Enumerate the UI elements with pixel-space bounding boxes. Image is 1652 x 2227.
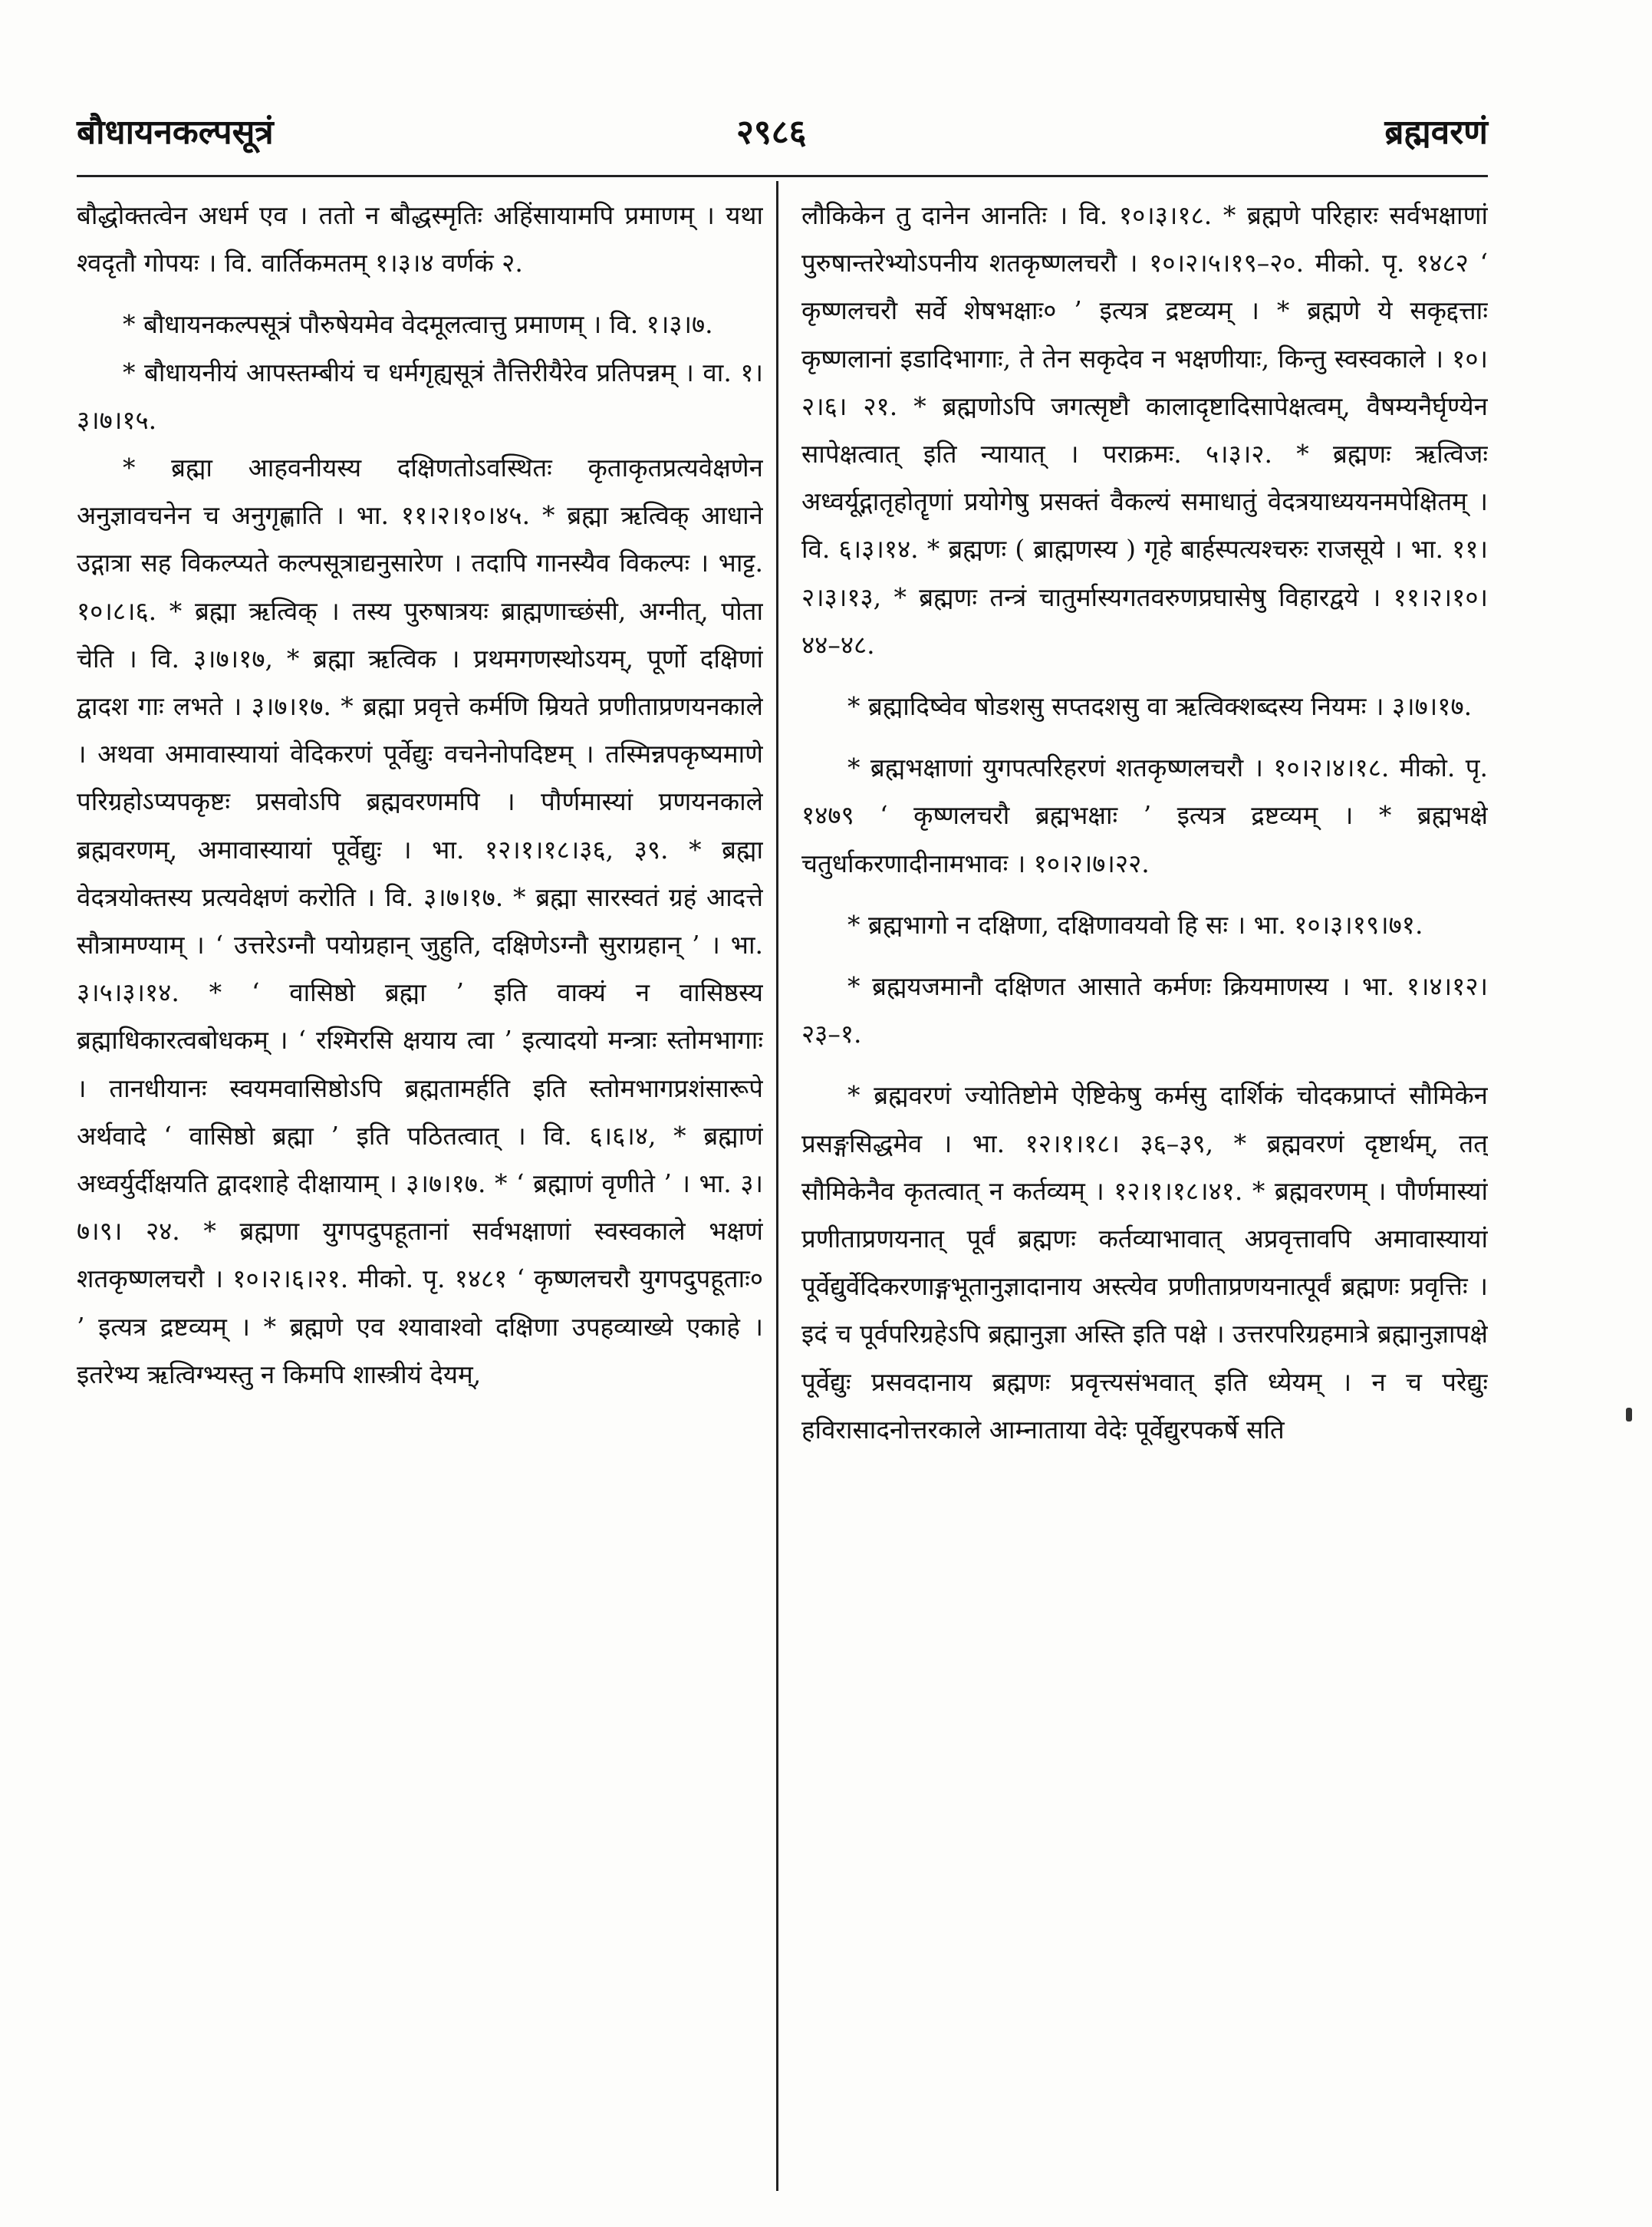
margin-mark xyxy=(1626,1408,1632,1422)
paragraph: * ब्रह्मभागो न दक्षिणा, दक्षिणावयवो हि सः । भा. १०।३।१९।७१. xyxy=(847,909,1423,940)
header-rule xyxy=(77,175,1488,177)
paragraph: बौद्धोक्तत्वेन अधर्म एव । ततो न बौद्धस्मृतिः अहिंसायामपि प्रमाणम् । यथा श्वदृतौ गोपयः । वि. वार्तिकमतम् १।३।४ वर्णकं २. xyxy=(77,200,763,278)
page-number: २९८६ xyxy=(736,113,807,152)
header-entry-title: ब्रह्मवरणं xyxy=(1384,113,1488,152)
left-column xyxy=(77,192,763,2202)
running-header xyxy=(77,107,1488,169)
paragraph: * बौधायनकल्पसूत्रं पौरुषेयमेव वेदमूलत्वात्तु प्रमाणम् । वि. १।३।७. xyxy=(123,309,713,340)
header-book-title: बौधायनकल्पसूत्रं xyxy=(77,113,274,152)
paragraph: * ब्रह्मवरणं ज्योतिष्टोमे ऐष्टिकेषु कर्मसु दार्शिकं चोदकप्राप्तं सौमिकेन प्रसङ्गसिद्धमेव । भा. १२।१।१८। ३६–३९, * ब्रह्मवरणं दृष्टार्थम्, तत् सौमिकेनैव कृतत्वात् न कर्तव्यम् । १२।१।१८।४१. * ब्रह्मवरणम् । पौर्णमास्यां प्रणीताप्रणयनात् पूर्वं ब्रह्मणः कर्तव्याभावात् अप्रवृत्तावपि अमावास्यायां पूर्वेद्युर्वेदिकरणाङ्गभूतानुज्ञादानाय अस्त्येव प्रणीताप्रणयनात्पूर्वं ब्रह्मणः प्रवृत्तिः । इदं च पूर्वपरिग्रहेऽपि ब्रह्मानुज्ञा अस्ति इति पक्षे । उत्तरपरिग्रहमात्रे ब्रह्मानुज्ञापक्षे पूर्वेद्युः प्रसवदानाय ब्रह्मणः प्रवृत्त्यसंभवात् इति ध्येयम् । न च परेद्युः हविरासादनोत्तरकाले आम्नाताया वेदेः पूर्वेद्युरपकर्षे सति xyxy=(801,1080,1488,1445)
paragraph: * ब्रह्मभक्षाणां युगपत्परिहरणं शतकृष्णलचरौ । १०।२।४।१८. मीको. पृ. १४७९ ‘ कृष्णलचरौ ब्रह्मभक्षाः ’ इत्यत्र द्रष्टव्यम् । * ब्रह्मभक्षे चतुर्धाकरणादीनामभावः । १०।२।७।२२. xyxy=(801,753,1488,878)
paragraph: * ब्रह्मयजमानौ दक्षिणत आसाते कर्मणः क्रियमाणस्य । भा. १।४।१२।२३–१. xyxy=(801,971,1488,1049)
right-column xyxy=(801,192,1488,2202)
paragraph: * ब्रह्मादिष्वेव षोडशसु सप्तदशसु वा ऋत्विक्शब्दस्य नियमः । ३।७।१७. xyxy=(847,691,1473,722)
column-divider xyxy=(776,181,778,2191)
paragraph: * ब्रह्मा आहवनीयस्य दक्षिणतोऽवस्थितः कृताकृतप्रत्यवेक्षणेन अनुज्ञावचनेन च अनुगृह्णाति । भा. ११।२।१०।४५. * ब्रह्मा ऋत्विक् आधाने उद्गात्रा सह विकल्प्यते कल्पसूत्राद्यनुसारेण । तदापि गानस्यैव विकल्पः । भाट्ट. १०।८।६. * ब्रह्मा ऋत्विक् । तस्य पुरुषात्रयः ब्राह्मणाच्छंसी, अग्नीत्, पोता चेति । वि. ३।७।१७, * ब्रह्मा ऋत्विक । प्रथमगणस्थोऽयम्, पूर्णो दक्षिणां द्वादश गाः लभते । ३।७।१७. * ब्रह्मा प्रवृत्ते कर्मणि म्रियते प्रणीताप्रणयनकाले । अथवा अमावास्यायां वेदिकरणं पूर्वेद्युः वचनेनोपदिष्टम् । तस्मिन्नपकृष्यमाणे परिग्रहोऽप्यपकृष्टः प्रसवोऽपि ब्रह्मवरणमपि । पौर्णमास्यां प्रणयनकाले ब्रह्मवरणम्, अमावास्यायां पूर्वेद्युः । भा. १२।१।१८।३६, ३९. * ब्रह्मा वेदत्रयोक्तस्य प्रत्यवेक्षणं करोति । वि. ३।७।१७. * ब्रह्मा सारस्वतं ग्रहं आदत्ते सौत्रामण्याम् । ‘ उत्तरेऽग्नौ पयोग्रहान् जुहुति, दक्षिणेऽग्नौ सुराग्रहान् ’ । भा. ३।५।३।१४. * ‘ वासिष्ठो ब्रह्मा ’ इति वाक्यं न वासिष्ठस्य ब्रह्माधिकारत्वबोधकम् । ‘ रश्मिरसि क्षयाय त्वा ’ इत्यादयो मन्त्राः स्तोमभागाः । तानधीयानः स्वयमवासिष्ठोऽपि ब्रह्मतामर्हति इति स्तोमभागप्रशंसारूपे अर्थवादे ‘ वासिष्ठो ब्रह्मा ’ इति पठितत्वात् । वि. ६।६।४, * ब्रह्माणं अध्वर्युर्दीक्षयति द्वादशाहे दीक्षायाम् । ३।७।१७. * ‘ ब्रह्माणं वृणीते ’ । भा. ३।७।९। २४. * ब्रह्मणा युगपदुपहूतानां सर्वभक्षाणां स्वस्वकाले भक्षणं शतकृष्णलचरौ । १०।२।६।२१. मीको. पृ. १४८१ ‘ कृष्णलचरौ युगपदुपहूताः० ’ इत्यत्र द्रष्टव्यम् । * ब्रह्मणे एव श्यावाश्वो दक्षिणा उपहव्याख्ये एकाहे । इतरेभ्य ऋत्विग्भ्यस्तु न किमपि शास्त्रीयं देयम्, xyxy=(77,453,763,1389)
paragraph: * बौधायनीयं आपस्तम्बीयं च धर्मगृह्यसूत्रं तैत्तिरीयैरेव प्रतिपन्नम् । वा. १।३।७।१५. xyxy=(77,357,763,435)
paragraph: लौकिकेन तु दानेन आनतिः । वि. १०।३।१८. * ब्रह्मणे परिहारः सर्वभक्षाणां पुरुषान्तरेभ्योऽपनीय शतकृष्णलचरौ । १०।२।५।१९–२०. मीको. पृ. १४८२ ‘ कृष्णलचरौ सर्वे शेषभक्षाः० ’ इत्यत्र द्रष्टव्यम् । * ब्रह्मणे ये सकृद्दत्ताः कृष्णलानां इडादिभागाः, ते तेन सकृदेव न भक्षणीयाः, किन्तु स्वस्वकाले । १०।२।६। २१. * ब्रह्मणोऽपि जगत्सृष्टौ कालादृष्टादिसापेक्षत्वम्, वैषम्यनैर्घृण्येन सापेक्षत्वात् इति न्यायात् । पराक्रमः. ५।३।२. * ब्रह्मणः ऋत्विजः अध्वर्यूद्गातृहोतॄणां प्रयोगेषु प्रसक्तं वैकल्यं समाधातुं वेदत्रयाध्ययनमपेक्षितम् । वि. ६।३।१४. * ब्रह्मणः ( ब्राह्मणस्य ) गृहे बार्हस्पत्यश्चरुः राजसूये । भा. ११।२।३।१३, * ब्रह्मणः तन्त्रं चातुर्मास्यगतवरुणप्रघासेषु विहारद्वये । ११।२।१०। ४४–४८. xyxy=(801,200,1488,660)
